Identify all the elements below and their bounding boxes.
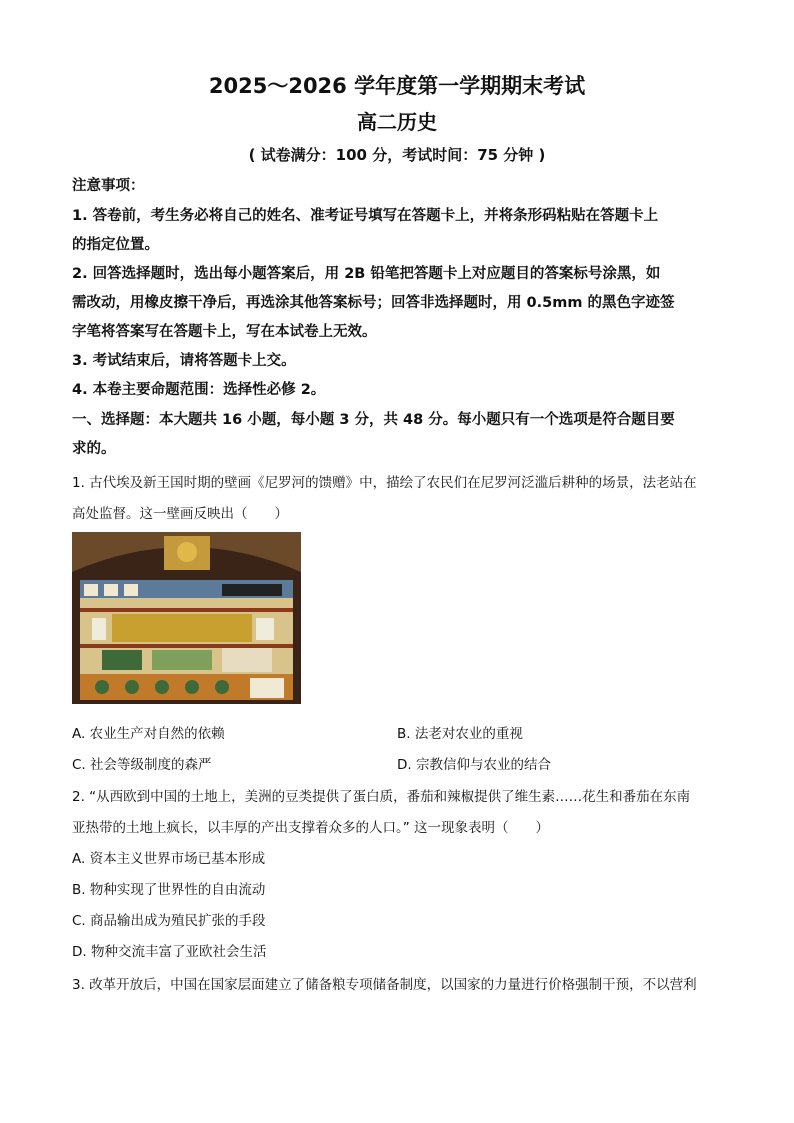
question-2-text: 亚热带的土地上疯长，以丰厚的产出支撑着众多的人口。” 这一现象表明（ ） bbox=[72, 820, 550, 836]
q1-option-a: A. 农业生产对自然的依赖 bbox=[72, 726, 225, 742]
question-1-text: 1. 古代埃及新王国时期的壁画《尼罗河的馈赠》中，描绘了农民们在尼罗河泛滥后耕种的场景，法老站在 bbox=[72, 475, 697, 491]
exam-subject: 高二历史 bbox=[357, 110, 437, 134]
exam-title: 2025～2026 学年度第一学期期末考试 bbox=[208, 74, 586, 98]
q2-option-b: B. 物种实现了世界性的自由流动 bbox=[72, 882, 266, 898]
q2-option-a: A. 资本主义世界市场已基本形成 bbox=[72, 851, 266, 867]
q2-option-c: C. 商品输出成为殖民扩张的手段 bbox=[72, 913, 266, 929]
question-1-text: 高处监督。这一壁画反映出（ ） bbox=[72, 506, 288, 522]
q2-option-d: D. 物种交流丰富了亚欧社会生活 bbox=[72, 944, 267, 960]
question-2-text: 2. “从西欧到中国的土地上，美洲的豆类提供了蛋白质，番茄和辣椒提供了维生素……花生和番茄在东南 bbox=[72, 789, 691, 805]
notice-line: 需改动，用橡皮擦干净后，再选涂其他答案标号；回答非选择题时，用 0.5mm 的黑色字迹签 bbox=[72, 295, 675, 311]
notice-line: 字笔将答案写在答题卡上，写在本试卷上无效。 bbox=[72, 324, 377, 340]
notice-heading: 注意事项： bbox=[72, 178, 145, 194]
q1-option-c: C. 社会等级制度的森严 bbox=[72, 757, 212, 773]
notice-line: 4. 本卷主要命题范围：选择性必修 2。 bbox=[72, 382, 326, 398]
section-heading: 一、选择题：本大题共 16 小题，每小题 3 分，共 48 分。每小题只有一个选项是符合题目要 bbox=[72, 412, 675, 428]
notice-line: 1. 答卷前，考生务必将自己的姓名、准考证号填写在答题卡上，并将条形码粘贴在答题卡上 bbox=[72, 208, 659, 224]
q1-option-d: D. 宗教信仰与农业的结合 bbox=[397, 757, 551, 773]
exam-info: ( 试卷满分：100 分，考试时间：75 分钟 ) bbox=[248, 146, 546, 164]
section-heading: 求的。 bbox=[72, 441, 116, 457]
nile-mural-image bbox=[72, 532, 301, 704]
q1-option-b: B. 法老对农业的重视 bbox=[397, 726, 523, 742]
notice-line: 的指定位置。 bbox=[72, 237, 159, 253]
notice-line: 3. 考试结束后，请将答题卡上交。 bbox=[72, 353, 296, 369]
question-3-text: 3. 改革开放后，中国在国家层面建立了储备粮专项储备制度，以国家的力量进行价格强制干预，不以营利 bbox=[72, 977, 697, 993]
notice-line: 2. 回答选择题时，选出每小题答案后，用 2B 铅笔把答题卡上对应题目的答案标号涂黑，如 bbox=[72, 266, 661, 282]
